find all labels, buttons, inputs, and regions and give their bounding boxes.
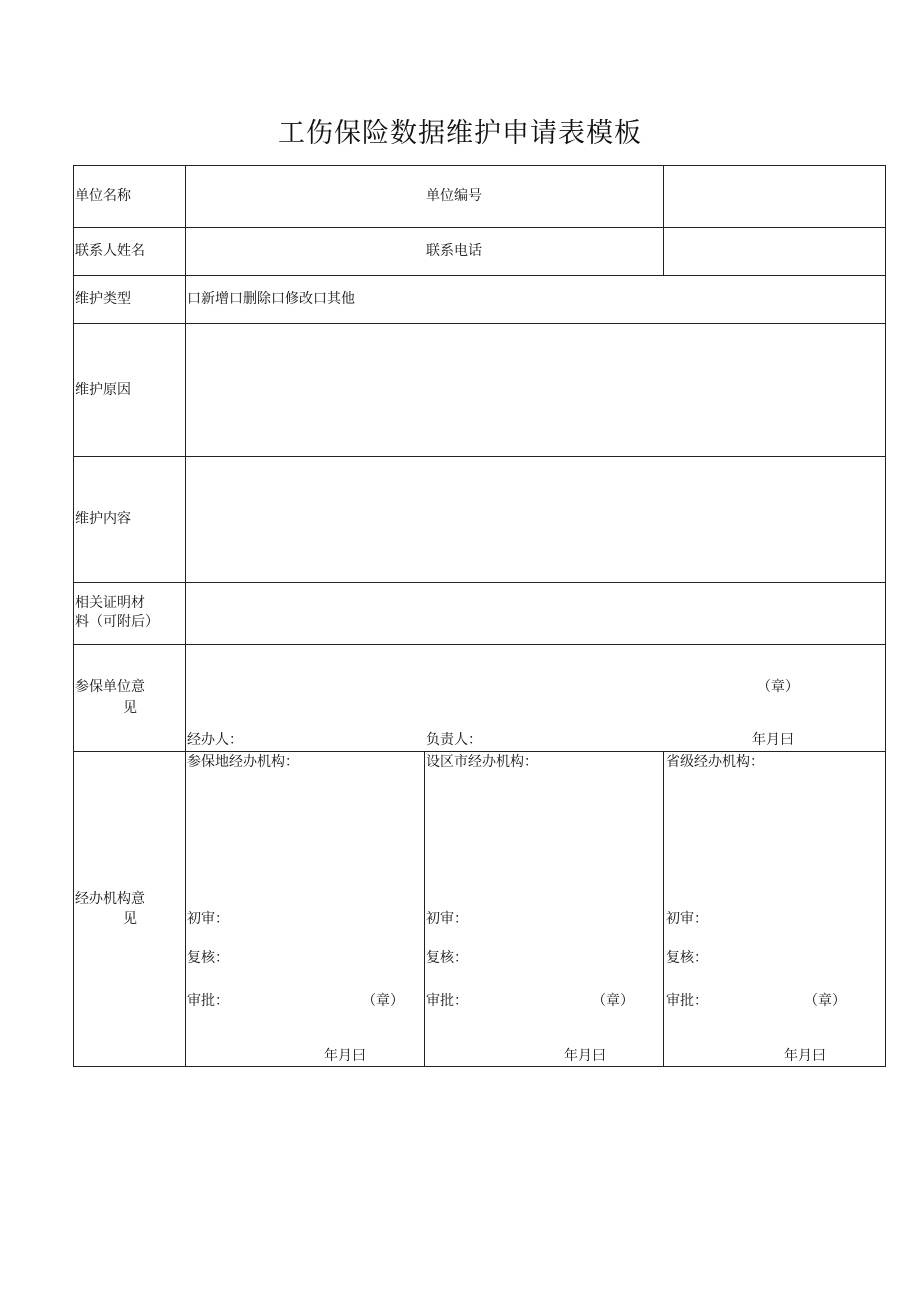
city-agency-first-review: 初审： (426, 911, 468, 927)
agency-opinion-label-line1: 经办机构意 (75, 891, 145, 907)
row-divider (73, 227, 886, 228)
city-agency-approval: 审批： (426, 993, 468, 1009)
employer-date-label: 年月曰 (752, 732, 794, 748)
maintenance-content-label: 维护内容 (75, 511, 131, 527)
provincial-agency-seal: （章） (804, 993, 846, 1009)
city-agency-recheck: 复核： (426, 950, 468, 966)
local-agency-approval: 审批： (187, 993, 229, 1009)
row-divider (73, 644, 886, 645)
city-agency-header: 设区市经办机构： (426, 754, 538, 770)
local-agency-first-review: 初审： (187, 911, 229, 927)
unit-code-field[interactable] (666, 186, 876, 206)
employer-handler-label: 经办人： (187, 732, 243, 748)
contact-name-label: 联系人姓名 (75, 243, 145, 259)
table-border-bottom (73, 1066, 886, 1067)
employer-responsible-label: 负责人： (426, 732, 482, 748)
row-divider (73, 456, 886, 457)
column-divider (424, 751, 425, 1067)
provincial-agency-date: 年月曰 (784, 1048, 826, 1064)
city-agency-seal: （章） (592, 993, 634, 1009)
maintenance-type-label: 维护类型 (75, 291, 131, 307)
materials-label-line1: 相关证明材 (75, 595, 145, 611)
agency-opinion-label-line2: 见 (123, 911, 137, 927)
column-divider (663, 165, 664, 276)
employer-opinion-label-line2: 见 (123, 700, 137, 716)
provincial-agency-recheck: 复核： (666, 950, 708, 966)
table-border-left (73, 165, 74, 1067)
contact-phone-label: 联系电话 (426, 243, 482, 259)
city-agency-date: 年月曰 (564, 1048, 606, 1064)
contact-phone-field[interactable] (666, 241, 876, 261)
table-border-top (73, 165, 886, 166)
maintenance-reason-field[interactable] (187, 330, 877, 450)
row-divider (73, 323, 886, 324)
materials-label-line2: 料（可附后） (75, 614, 159, 630)
local-agency-header: 参保地经办机构： (187, 754, 299, 770)
maintenance-content-field[interactable] (187, 462, 877, 574)
employer-seal-mark: （章） (757, 679, 799, 695)
provincial-agency-header: 省级经办机构： (666, 754, 764, 770)
row-divider (73, 582, 886, 583)
unit-name-label: 单位名称 (75, 188, 131, 204)
page-title: 工伤保险数据维护申请表模板 (278, 118, 642, 149)
local-agency-seal: （章） (362, 993, 404, 1009)
unit-code-label: 单位编号 (426, 188, 482, 204)
provincial-agency-first-review: 初审： (666, 911, 708, 927)
maintenance-type-options[interactable]: 口新增口删除口修改口其他 (187, 291, 355, 307)
table-border-right (885, 165, 886, 1067)
employer-opinion-label-line1: 参保单位意 (75, 679, 145, 695)
materials-field[interactable] (187, 590, 877, 638)
maintenance-reason-label: 维护原因 (75, 382, 131, 398)
local-agency-date: 年月曰 (324, 1048, 366, 1064)
provincial-agency-approval: 审批： (666, 993, 708, 1009)
column-divider (663, 751, 664, 1067)
label-column-divider (185, 165, 186, 1067)
unit-name-field[interactable] (187, 186, 417, 206)
row-divider (73, 275, 886, 276)
local-agency-recheck: 复核： (187, 950, 229, 966)
contact-name-field[interactable] (187, 241, 417, 261)
